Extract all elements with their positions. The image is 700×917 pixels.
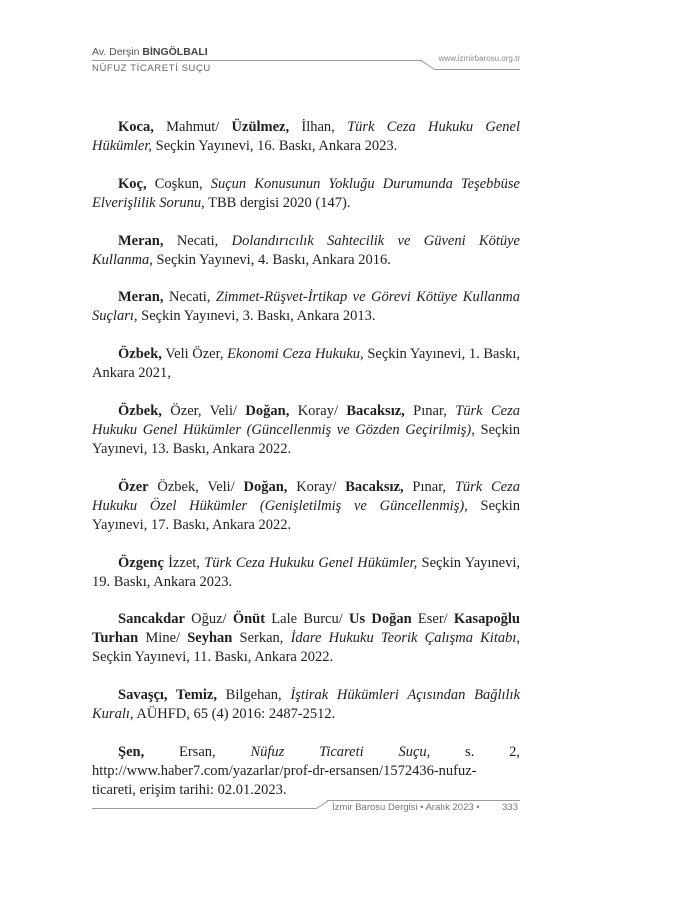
reference-text: , Seçkin Yayınevi, 11. Baskı, Ankara 2022. [92, 630, 521, 666]
reference-text: Necati, [163, 289, 216, 306]
reference-text: Pınar, [403, 478, 455, 495]
reference-text: , Seçkin Yayınevi, 13. Baskı, Ankara 2022. [92, 421, 520, 457]
page-number: 333 [502, 802, 518, 813]
author-surname-text: Doğan, [243, 478, 288, 495]
reference-text: Seçkin Yayınevi, 4. Baskı, Ankara 2016. [152, 251, 391, 268]
work-title-text: Türk Ceza Hukuku Özel Hükümler (Genişletilmiş ve Güncellenmiş) [92, 478, 521, 514]
author-surname-text: Meran, [118, 232, 164, 249]
reference-text: Bilgehan, [216, 687, 291, 704]
reference-text: Oğuz/ [184, 611, 233, 628]
reference-text: Pınar, [404, 402, 456, 419]
page-footer [92, 798, 520, 818]
reference-text: Mahmut/ [153, 119, 232, 135]
reference-text: Coşkun, [146, 175, 211, 192]
work-title-text: Nüfuz Ticareti Suçu [250, 743, 427, 760]
author-surname-text: Meran, [118, 289, 164, 306]
reference-text: Seçkin Yayınevi, 16. Baskı, Ankara 2023. [152, 138, 398, 154]
reference-text: Özer, Veli/ [161, 402, 246, 419]
work-title-text: İştirak Hükümleri Açısından Bağlılık Kuralı [92, 687, 521, 723]
header-rule [92, 60, 422, 61]
work-title-text: Türk Ceza Hukuku Genel Hükümler (Güncellenmiş ve Gözden Geçirilmiş) [92, 402, 520, 438]
footer-rule-right [327, 800, 520, 801]
reference-entry [92, 232, 520, 270]
reference-text: Serkan, [232, 630, 291, 647]
work-title-text: Zimmet-Rüşvet-İrtikap ve Görevi Kötüye Kullanma Suçları, [92, 289, 520, 325]
author-name [92, 46, 208, 58]
author-surname: BİNGÖLBALI [142, 46, 208, 58]
work-title-text: Suçun Konusunun Yokluğu Durumunda Teşebbüse Elverişlilik Sorunu [92, 175, 520, 211]
header-rule-right [434, 69, 520, 70]
website-url: www.izmirbarosu.org.tr [438, 54, 520, 63]
reference-text: Seçkin Yayınevi, 19. Baskı, Ankara 2023. [92, 554, 520, 590]
author-surname-text: Seyhan [187, 630, 233, 647]
work-title-text: İdare Hukuku Teorik Çalışma Kitabı [290, 630, 517, 647]
reference-entry [92, 554, 520, 592]
header-rule-slant [420, 60, 434, 70]
reference-text: Ersan, [144, 743, 251, 760]
work-title-text: Dolandırıcılık Sahtecilik ve Güveni Kötüye Kullanma, [92, 232, 520, 268]
reference-text: Koray/ [289, 402, 347, 419]
author-surname-text: Özbek, [118, 402, 162, 419]
reference-text: Mine/ [138, 630, 188, 647]
footer-rule-slant [316, 801, 328, 809]
reference-entry [92, 686, 520, 724]
reference-entry [92, 118, 520, 156]
author-surname-text: Bacaksız, [346, 402, 405, 419]
reference-text: İlhan, [289, 119, 348, 135]
reference-text: Necati, [163, 232, 232, 249]
work-title-text: Türk Ceza Hukuku Genel Hükümler, [204, 554, 418, 571]
work-title-text: Türk Ceza Hukuku Genel Hükümler, [92, 119, 521, 154]
author-prefix: Av. Derşin [92, 46, 143, 58]
reference-entry [92, 610, 520, 667]
reference-entry [92, 288, 520, 326]
page-header [92, 46, 520, 76]
reference-entry [92, 402, 520, 459]
journal-name: İzmir Barosu Dergisi • Aralık 2023 • [332, 802, 480, 813]
author-surname-text: Üzülmez, [231, 119, 290, 135]
author-surname-text: Kasapoğlu Turhan [92, 611, 520, 647]
reference-text: Koray/ [287, 478, 346, 495]
reference-text: , TBB dergisi 2020 (147). [201, 194, 351, 211]
reference-text: , AÜHFD, 65 (4) 2016: 2487-2512. [129, 706, 336, 723]
reference-text: Özbek, Veli/ [148, 478, 244, 495]
author-surname-text: Sancakdar [118, 611, 185, 628]
author-surname-text: Us Doğan [349, 611, 412, 628]
author-surname-text: Özbek, [118, 346, 162, 363]
reference-text: Seçkin Yayınevi, 1. Baskı, Ankara 2021, [92, 346, 521, 382]
reference-text: , Seçkin Yayınevi, 17. Baskı, Ankara 2022. [92, 497, 521, 533]
author-surname-text: Savaşçı, Temiz, [118, 687, 217, 704]
author-surname-text: Bacaksız, [345, 478, 404, 495]
reference-text: İzzet, [163, 554, 205, 571]
reference-entry [92, 175, 520, 213]
reference-entry [92, 478, 520, 535]
work-title-text: Ekonomi Ceza Hukuku, [227, 346, 364, 363]
author-surname-text: Şen, [118, 743, 145, 760]
reference-text: Lale Burcu/ [265, 611, 349, 628]
author-surname-text: Koç, [118, 175, 147, 192]
reference-text: Veli Özer, [161, 346, 228, 363]
author-surname-text: Koca, [118, 119, 154, 135]
reference-text: Eser/ [411, 611, 454, 628]
reference-text: Seçkin Yayınevi, 3. Baskı, Ankara 2013. [137, 308, 376, 325]
reference-text: , s. 2, http://www.haber7.com/yazarlar/prof-dr-ersansen/1572436-nufuz-ticareti, erişim tarihi: 02.01.2023. [92, 743, 520, 798]
footer-rule-left [92, 808, 317, 809]
author-surname-text: Doğan, [245, 402, 290, 419]
references-list [92, 118, 520, 819]
author-surname-text: Özer [118, 478, 149, 495]
reference-entry [92, 743, 520, 800]
author-surname-text: Özgenç [118, 554, 164, 571]
author-surname-text: Önüt [232, 611, 266, 628]
reference-entry [92, 345, 520, 383]
article-subtitle: NÜFUZ TİCARETİ SUÇU [92, 63, 211, 74]
